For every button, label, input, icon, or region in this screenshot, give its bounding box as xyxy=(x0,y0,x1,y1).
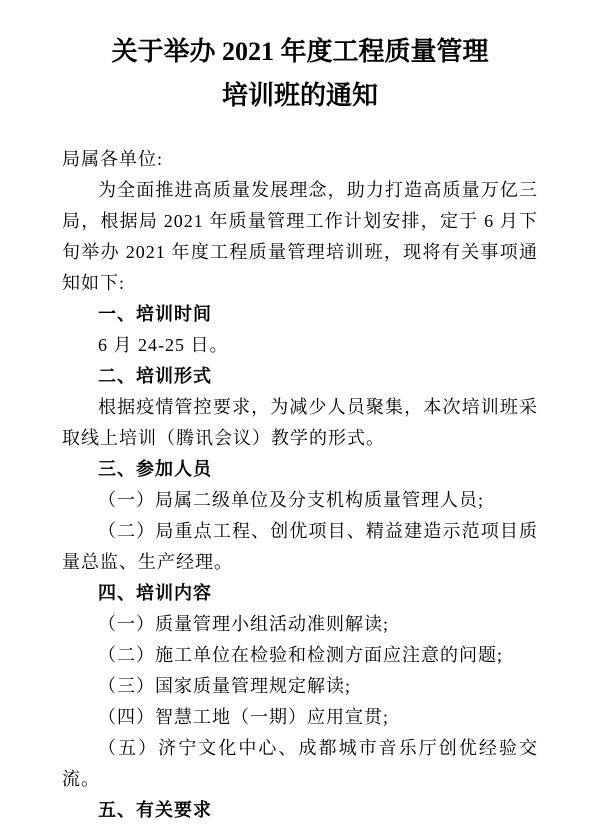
section-3-heading: 三、参加人员 xyxy=(98,459,212,479)
document-title xyxy=(40,30,560,118)
title-line-1: 关于举办 2021 年度工程质量管理 xyxy=(111,37,489,66)
section-3-paragraph-1: （一）局属二级单位及分支机构质量管理人员; xyxy=(98,490,484,510)
section-4-paragraph-4: （四）智慧工地（一期）应用宣贯; xyxy=(98,707,389,727)
section-5-heading: 五、有关要求 xyxy=(98,800,212,820)
section-2-heading: 二、培训形式 xyxy=(98,366,212,386)
section-3-paragraph-2: （二）局重点工程、创优项目、精益建造示范项目质量总监、生产经理。 xyxy=(62,521,538,572)
section-4-paragraph-2: （二）施工单位在检验和检测方面应注意的问题; xyxy=(98,645,503,665)
section-1-heading: 一、培训时间 xyxy=(98,304,212,324)
salutation-line: 局属各单位: xyxy=(62,149,164,169)
section-4-heading: 四、培训内容 xyxy=(98,583,212,603)
document-body xyxy=(62,144,538,826)
section-4-paragraph-3: （三）国家质量管理规定解读; xyxy=(98,676,351,696)
section-4-paragraph-5: （五）济宁文化中心、成都城市音乐厅创优经验交流。 xyxy=(62,738,538,789)
section-1-paragraph-1: 6 月 24-25 日。 xyxy=(98,335,229,355)
intro-paragraph: 为全面推进高质量发展理念，助力打造高质量万亿三局，根据局 2021 年质量管理工作计划安排，定于 6 月下旬举办 2021 年度工程质量管理培训班，现将有关事项通知如下: xyxy=(62,180,538,293)
document-page xyxy=(0,30,600,830)
section-2-paragraph-1: 根据疫情管控要求，为减少人员聚集，本次培训班采取线上培训（腾讯会议）教学的形式。 xyxy=(62,397,538,448)
title-line-2: 培训班的通知 xyxy=(221,81,378,110)
section-4-paragraph-1: （一）质量管理小组活动准则解读; xyxy=(98,614,389,634)
